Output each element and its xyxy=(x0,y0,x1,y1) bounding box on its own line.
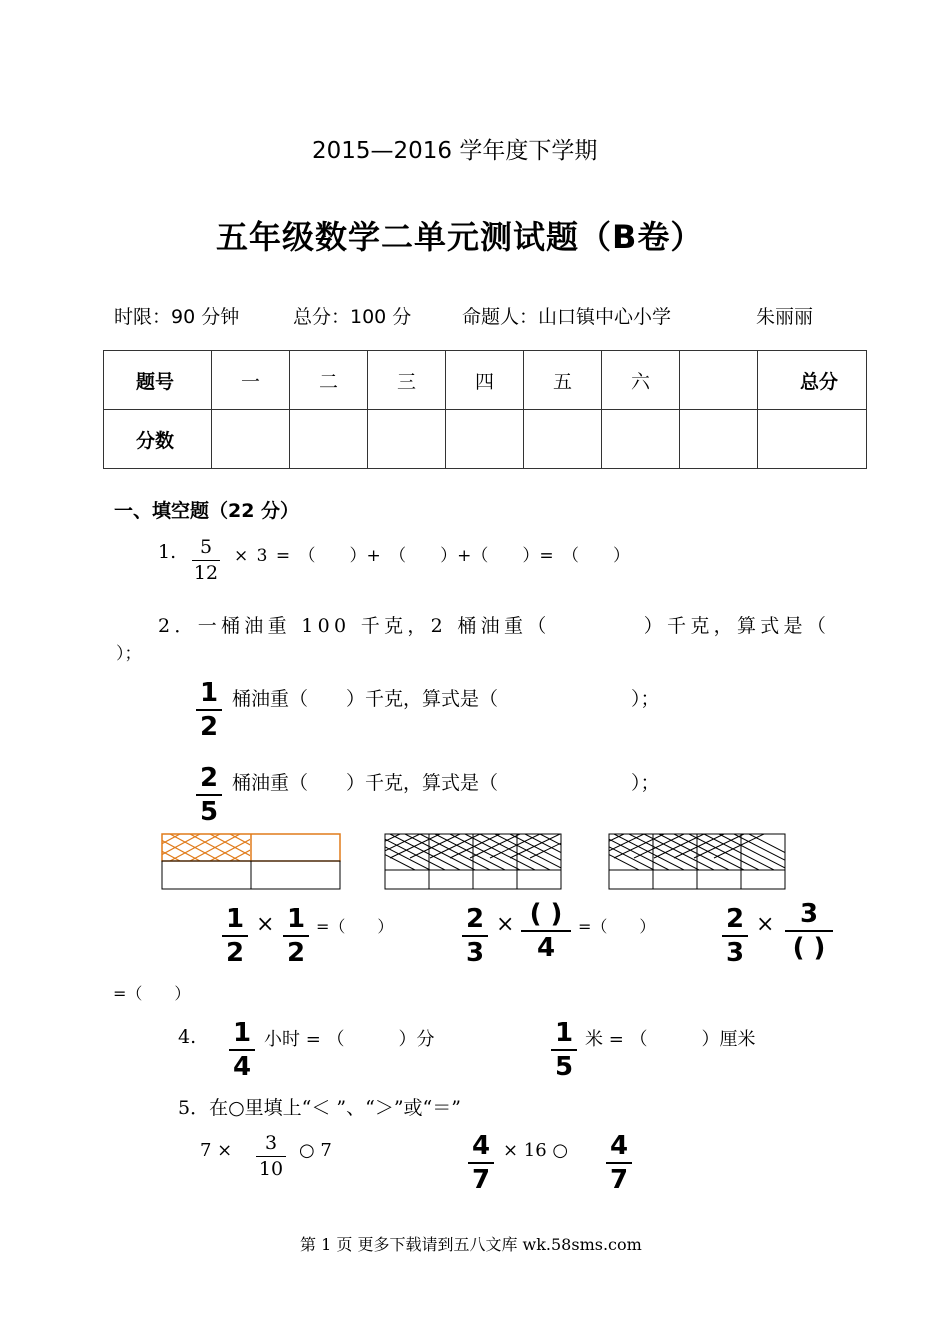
table-row xyxy=(104,351,867,410)
fraction-diagrams xyxy=(150,826,850,900)
table-cell: 题号 xyxy=(104,351,212,410)
q2-sub2-text: 桶油重（ ）千克，算式是（ ）； xyxy=(232,772,660,794)
numerator: 2 xyxy=(725,904,745,934)
score-cell[interactable] xyxy=(602,410,680,469)
diagram-thirds-quarters xyxy=(345,834,610,889)
numerator: 1 xyxy=(225,904,245,934)
denominator: 3 xyxy=(725,938,745,968)
q1-fraction xyxy=(192,538,220,583)
times-sign: × xyxy=(756,912,775,937)
numerator: 1 xyxy=(232,1018,252,1048)
q3-e3-frac2 xyxy=(785,901,833,961)
q4-number: 4. xyxy=(178,1026,197,1048)
denominator: 7 xyxy=(609,1165,629,1195)
page-title: 五年级数学二单元测试题（B卷） xyxy=(216,218,704,256)
numerator: 2 xyxy=(465,904,485,934)
table-cell: 五 xyxy=(524,351,602,410)
table-cell xyxy=(680,351,758,410)
diagram-thirds-parts xyxy=(569,834,819,889)
table-cell: 六 xyxy=(602,351,680,410)
q3-e2-frac1 xyxy=(462,906,488,966)
table-cell: 总分 xyxy=(758,351,867,410)
q2-sub1-fraction xyxy=(196,680,222,740)
denominator: 2 xyxy=(199,712,219,742)
diagram-halves xyxy=(150,834,340,889)
times-sign: × xyxy=(256,912,275,937)
denominator: 5 xyxy=(199,797,219,827)
table-cell: 二 xyxy=(290,351,368,410)
table-cell: 一 xyxy=(212,351,290,410)
numerator: 3 xyxy=(799,899,819,929)
numerator: 1 xyxy=(554,1018,574,1048)
score-cell[interactable] xyxy=(680,410,758,469)
q3-e1-frac1 xyxy=(222,906,248,966)
q5-prompt: 5．在○里填上“＜ ”、“＞”或“＝” xyxy=(178,1097,461,1119)
q3-e1-answer: =（ ） xyxy=(316,917,394,936)
denominator: 2 xyxy=(286,938,306,968)
q1-expression: × 3 = （ ）+ （ ）+（ ）= （ ） xyxy=(234,546,631,566)
page-footer: 第 1 页 更多下载请到五八文库 wk.58sms.com xyxy=(300,1235,642,1254)
score-cell[interactable] xyxy=(212,410,290,469)
numerator: 4 xyxy=(471,1131,491,1161)
score-cell[interactable] xyxy=(446,410,524,469)
denominator: ( ) xyxy=(792,933,826,963)
q4-b-fraction xyxy=(551,1020,577,1080)
q2-line2: ）； xyxy=(116,644,142,664)
numerator: 1 xyxy=(286,904,306,934)
teacher: 朱丽丽 xyxy=(756,306,814,328)
q3-e2-frac2 xyxy=(521,901,571,961)
numerator: 1 xyxy=(199,678,219,708)
numerator: 4 xyxy=(609,1131,629,1161)
q5-a-fraction xyxy=(256,1134,286,1179)
numerator: ( ) xyxy=(529,899,563,929)
denominator: 3 xyxy=(465,938,485,968)
q2-line1: 2．一桶油重 100 千克，2 桶油重（ ）千克，算式是（ xyxy=(158,615,831,637)
score-cell[interactable] xyxy=(524,410,602,469)
table-cell: 分数 xyxy=(104,410,212,469)
denominator: 10 xyxy=(258,1158,284,1180)
score-cell[interactable] xyxy=(758,410,867,469)
q3-e1-frac2 xyxy=(283,906,309,966)
q5-a-pre: 7 × xyxy=(200,1140,233,1161)
score-table xyxy=(103,350,867,469)
score-cell[interactable] xyxy=(368,410,446,469)
numerator: 5 xyxy=(199,536,213,558)
denominator: 2 xyxy=(225,938,245,968)
times-sign: × xyxy=(496,912,515,937)
total-score: 总分：100 分 xyxy=(293,306,412,328)
denominator: 7 xyxy=(471,1165,491,1195)
q3-e3-frac1 xyxy=(722,906,748,966)
author: 命题人：山口镇中心小学 xyxy=(462,306,672,328)
table-cell: 四 xyxy=(446,351,524,410)
q4-a-text: 小时 = （ ）分 xyxy=(264,1029,435,1050)
table-row xyxy=(104,410,867,469)
q3-e2-answer: =（ ） xyxy=(578,917,656,936)
table-cell: 三 xyxy=(368,351,446,410)
q5-b-mid: × 16 ○ xyxy=(503,1140,569,1161)
time-limit: 时限：90 分钟 xyxy=(114,306,240,328)
q4-b-text: 米 = （ ）厘米 xyxy=(585,1029,756,1050)
denominator: 4 xyxy=(536,933,556,963)
q2-sub1-text: 桶油重（ ）千克，算式是（ ）； xyxy=(232,688,660,710)
q5-a-post: ○ 7 xyxy=(299,1140,332,1161)
q3-e3-answer: =（ ） xyxy=(113,984,191,1003)
q4-a-fraction xyxy=(229,1020,255,1080)
numerator: 2 xyxy=(199,763,219,793)
q5-b-frac2 xyxy=(606,1133,632,1193)
q1-number: 1. xyxy=(158,541,177,563)
denominator: 4 xyxy=(232,1052,252,1082)
denominator: 12 xyxy=(193,562,219,584)
denominator: 5 xyxy=(554,1052,574,1082)
q2-sub2-fraction xyxy=(196,765,222,825)
q5-b-frac1 xyxy=(468,1133,494,1193)
section-heading: 一、填空题（22 分） xyxy=(114,500,300,522)
score-cell[interactable] xyxy=(290,410,368,469)
numerator: 3 xyxy=(264,1132,278,1154)
school-year: 2015—2016 学年度下学期 xyxy=(312,138,598,164)
